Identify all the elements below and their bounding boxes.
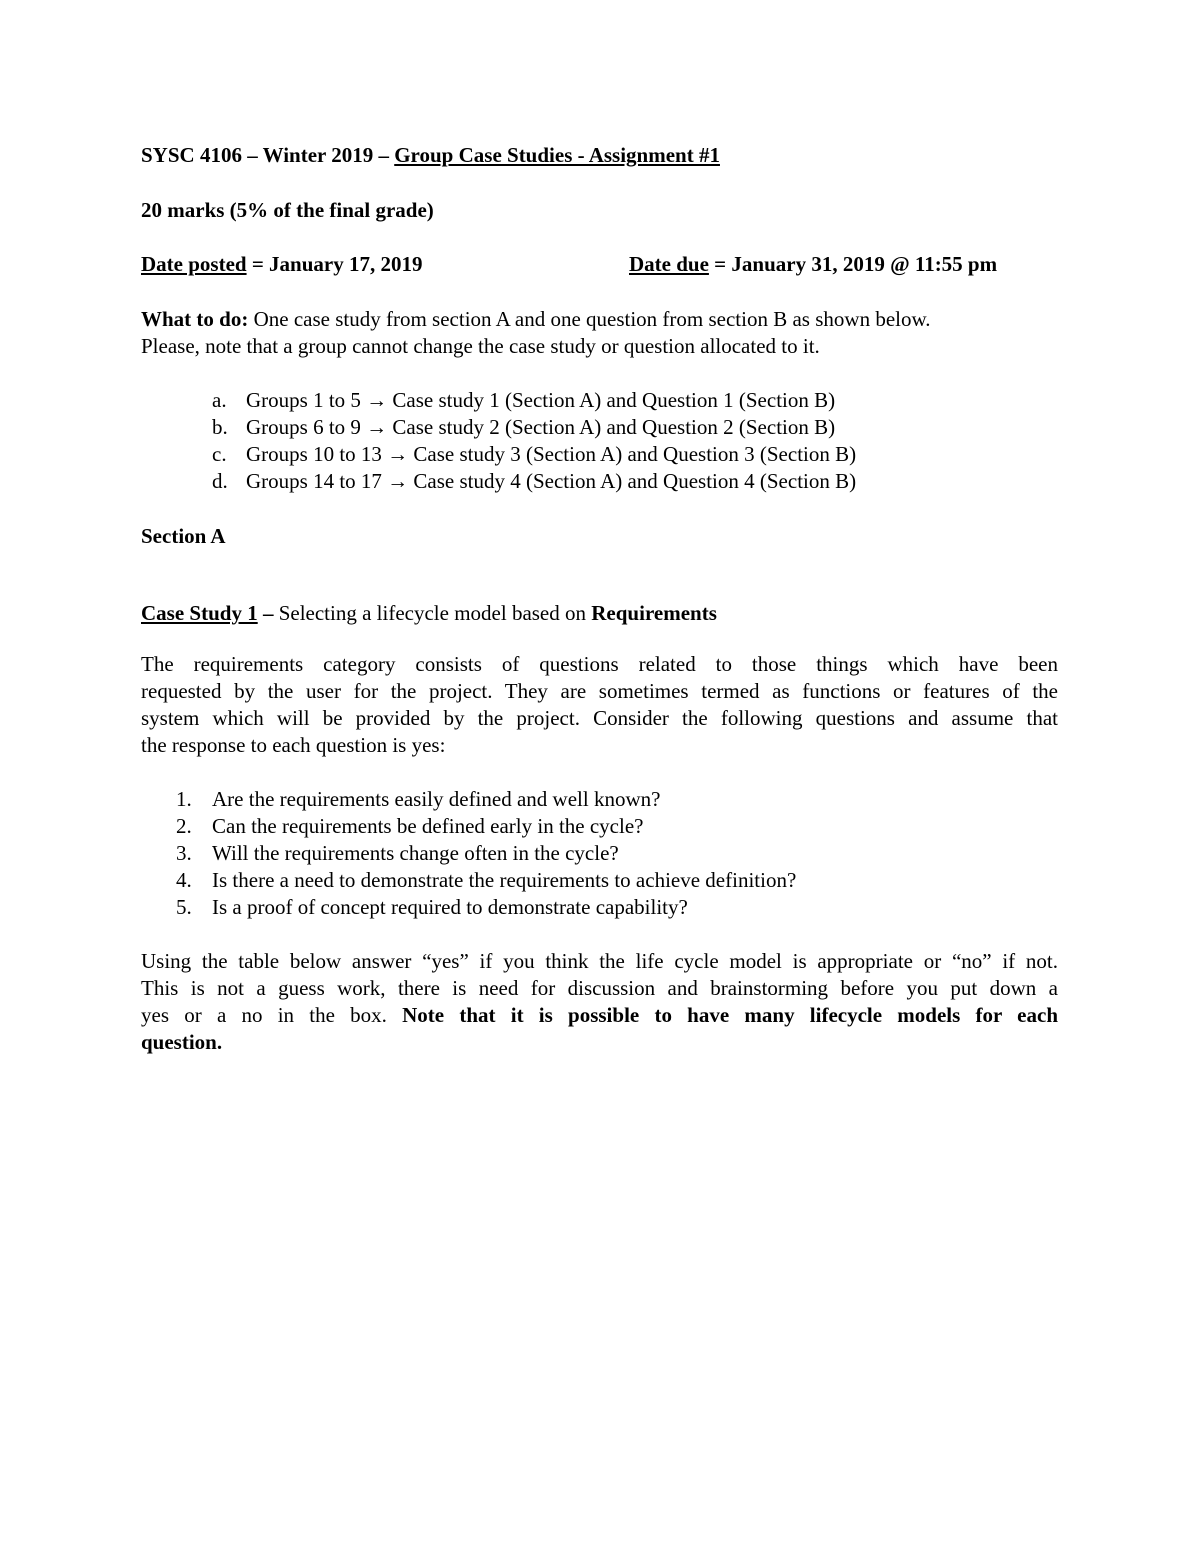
paragraph-line: question. [141, 1030, 223, 1054]
case-study-1-heading: Case Study 1 – Selecting a lifecycle model based on Requirements [141, 601, 717, 625]
term: Winter 2019 [262, 143, 374, 167]
section-a-heading: Section A [141, 524, 226, 548]
question-item: 5. Is a proof of concept required to demonstrate capability? [176, 895, 688, 919]
paragraph-line: yes or a no in the box. Note that it is possible to have many lifecycle models for each [141, 1003, 1059, 1027]
question-item: 2. Can the requirements be defined early in the cycle? [176, 814, 644, 838]
date-posted: Date posted = January 17, 2019 [141, 252, 423, 276]
what-to-do-line2: Please, note that a group cannot change the case study or question allocated to it. [141, 334, 820, 358]
document-title: SYSC 4106 – Winter 2019 – Group Case Studies - Assignment #1 [141, 143, 720, 167]
paragraph-line: This is not a guess work, there is need for discussion and brainstorming before you put down a [141, 976, 1058, 1000]
date-due: Date due = January 31, 2019 @ 11:55 pm [629, 252, 998, 276]
paragraph-line: Using the table below answer “yes” if you think the life cycle model is appropriate or “no” if not. [141, 949, 1058, 973]
allocation-item: d. Groups 14 to 17 → Case study 4 (Section A) and Question 4 (Section B) [212, 469, 857, 493]
allocation-item: a. Groups 1 to 5 → Case study 1 (Section A) and Question 1 (Section B) [212, 388, 836, 412]
question-item: 1. Are the requirements easily defined and well known? [176, 787, 661, 811]
paragraph-line: the response to each question is yes: [141, 733, 446, 757]
what-to-do-line1: What to do: One case study from section A and one question from section B as shown below. [141, 307, 931, 331]
question-item: 3. Will the requirements change often in the cycle? [176, 841, 619, 865]
paragraph-line: system which will be provided by the project. Consider the following questions and assume that [141, 706, 1058, 730]
allocation-item: b. Groups 6 to 9 → Case study 2 (Section A) and Question 2 (Section B) [212, 415, 836, 439]
question-item: 4. Is there a need to demonstrate the requirements to achieve definition? [176, 868, 797, 892]
paragraph-line: requested by the user for the project. They are sometimes termed as functions or features of the [141, 679, 1058, 703]
allocation-item: c. Groups 10 to 13 → Case study 3 (Section A) and Question 3 (Section B) [212, 442, 857, 466]
assignment-title: Group Case Studies - Assignment #1 [394, 143, 720, 167]
paragraph-line: The requirements category consists of questions related to those things which have been [141, 652, 1058, 676]
course-code: SYSC 4106 [141, 143, 242, 167]
marks-line: 20 marks (5% of the final grade) [141, 198, 434, 222]
